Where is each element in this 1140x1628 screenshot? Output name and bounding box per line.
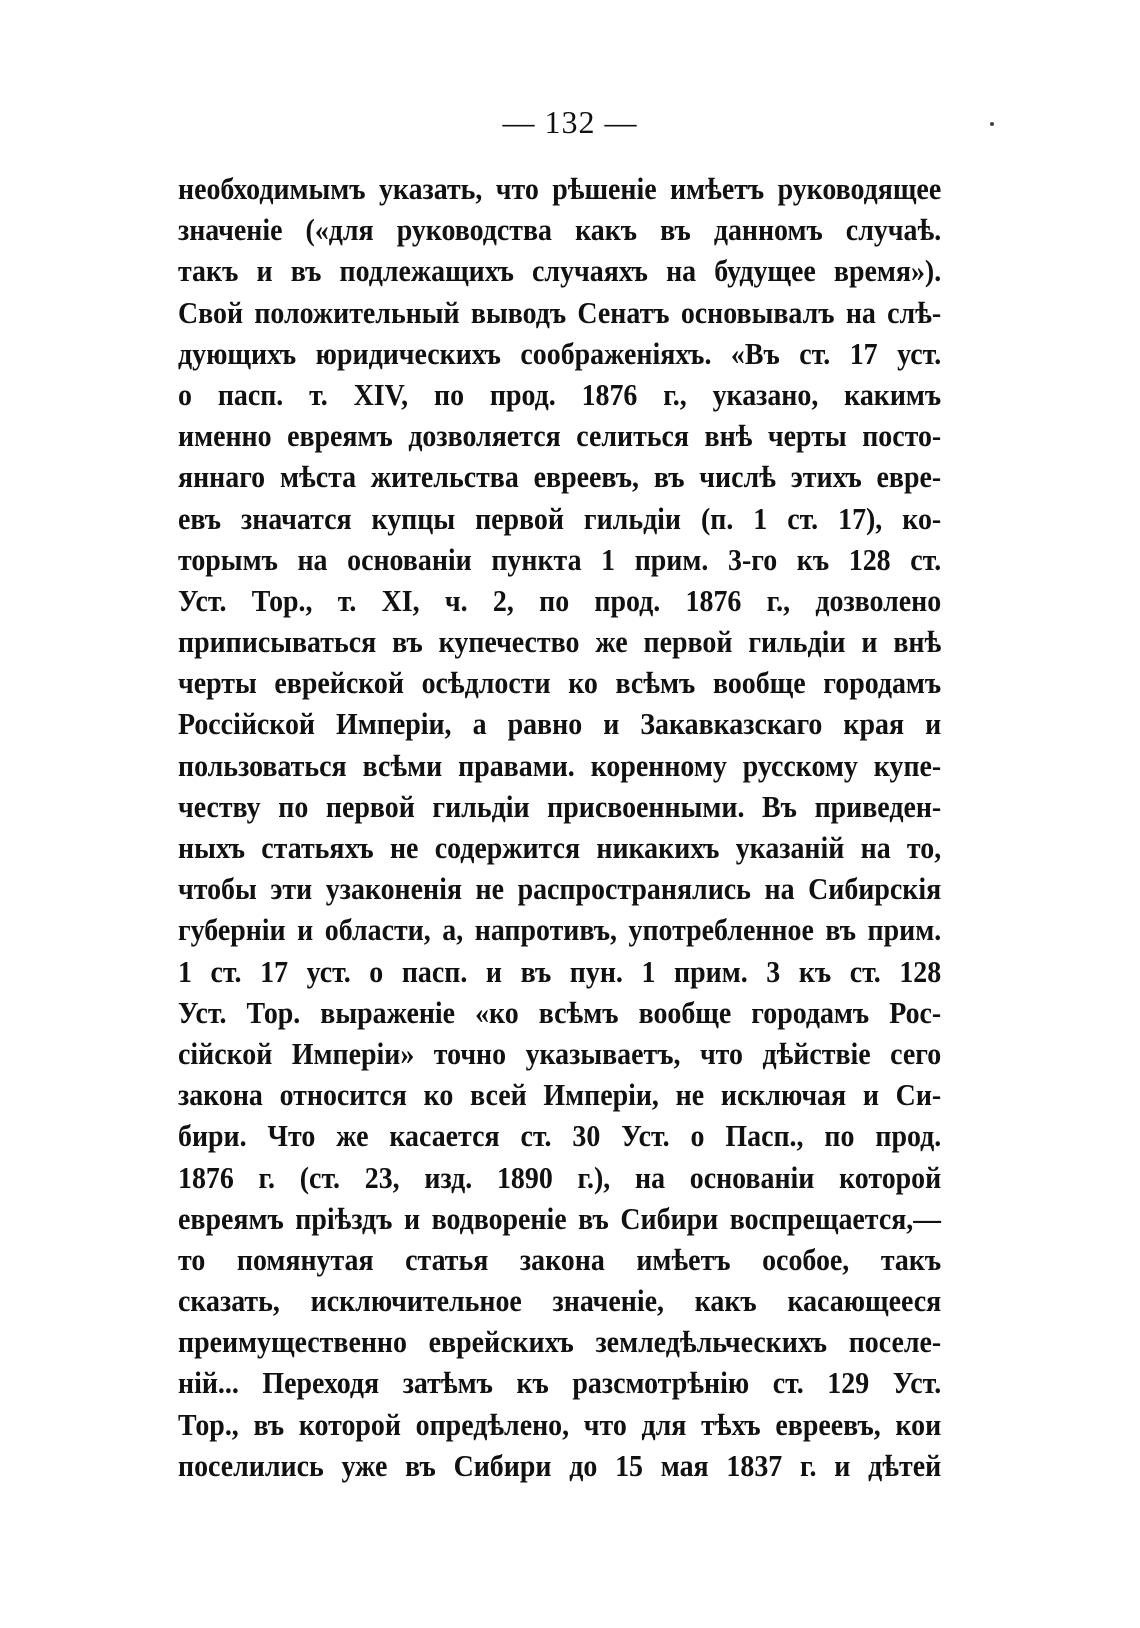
text-line: о пасп. т. XIV, по прод. 1876 г., указано, какимъ bbox=[178, 376, 942, 412]
text-line: яннаго мѣста жительства евреевъ, въ числѣ этихъ евре- bbox=[178, 459, 942, 495]
text-line: именно евреямъ дозволяется селиться внѣ черты посто- bbox=[178, 418, 942, 454]
text-line: 1 ст. 17 уст. о пасп. и въ пун. 1 прим. 3 къ ст. 128 bbox=[178, 953, 942, 989]
text-line: торымъ на основаніи пункта 1 прим. 3-го къ 128 ст. bbox=[178, 541, 942, 577]
text-line: евъ значатся купцы первой гильдіи (п. 1 ст. 17), ко- bbox=[178, 500, 942, 536]
text-line: ныхъ статьяхъ не содержится никакихъ указаній на то, bbox=[178, 830, 942, 865]
text-line: Россійской Имперіи, а равно и Закавказскаго края и bbox=[178, 706, 942, 742]
text-line: Тор., въ которой опредѣлено, что для тѣхъ евреевъ, кои bbox=[178, 1406, 942, 1442]
text-line: закона относится ко всей Имперіи, не исключая и Си- bbox=[178, 1077, 942, 1113]
text-line: дующихъ юридическихъ соображеніяхъ. «Въ ст. 17 уст. bbox=[178, 335, 942, 371]
text-line: 1876 г. (ст. 23, изд. 1890 г.), на основаніи которой bbox=[178, 1159, 942, 1195]
text-line: значеніе («для руководства какъ въ данномъ случаѣ. bbox=[178, 212, 942, 248]
text-line: бири. Что же касается ст. 30 Уст. о Пасп., по прод. bbox=[178, 1118, 942, 1154]
text-line: черты еврейской осѣдлости ко всѣмъ вообще городамъ bbox=[178, 665, 942, 701]
stray-ink-mark bbox=[990, 122, 994, 126]
text-line: губерніи и области, а, напротивъ, употребленное въ прим. bbox=[178, 912, 942, 948]
text-line: сказать, исключительное значеніе, какъ касающееся bbox=[178, 1283, 942, 1319]
text-line: Уст. Тор., т. XI, ч. 2, по прод. 1876 г., дозволено bbox=[178, 582, 942, 618]
text-line: честву по первой гильдіи присвоенными. Въ приведен- bbox=[178, 788, 942, 824]
text-line: ній... Переходя затѣмъ къ разсмотрѣнію ст. 129 Уст. bbox=[178, 1365, 942, 1401]
text-line: чтобы эти узаконенія не распространялись на Сибирскія bbox=[178, 871, 942, 907]
text-line: Уст. Тор. выраженіе «ко всѣмъ вообще городамъ Рос- bbox=[178, 994, 942, 1030]
body-text bbox=[178, 168, 941, 1486]
text-line: то помянутая статья закона имѣетъ особое, такъ bbox=[178, 1241, 942, 1277]
text-line: сійской Имперіи» точно указываетъ, что дѣйствіе сего bbox=[178, 1035, 942, 1071]
text-line: евреямъ пріѣздъ и водвореніе въ Сибири воспрещается,— bbox=[178, 1200, 942, 1236]
text-line: необходимымъ указать, что рѣшеніе имѣетъ руководящее bbox=[178, 171, 942, 206]
text-line: такъ и въ подлежащихъ случаяхъ на будущее время»). bbox=[178, 253, 942, 289]
text-line: поселились уже въ Сибири до 15 мая 1837 г. и дѣтей bbox=[178, 1447, 942, 1483]
text-line: приписываться въ купечество же первой гильдіи и внѣ bbox=[178, 624, 942, 660]
text-line: пользоваться всѣми правами. коренному русскому купе- bbox=[178, 747, 942, 783]
text-line: Свой положительный выводъ Сенатъ основывалъ на слѣ- bbox=[178, 294, 942, 330]
text-line: преимущественно еврейскихъ земледѣльческихъ поселе- bbox=[178, 1324, 942, 1360]
page-number: — 132 — bbox=[502, 104, 638, 140]
